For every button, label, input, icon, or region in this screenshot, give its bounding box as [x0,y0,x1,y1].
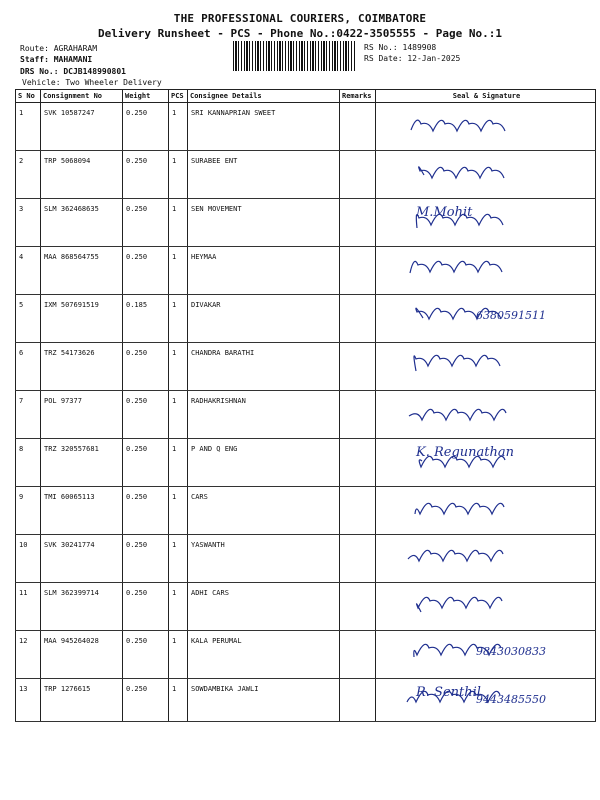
col-header-consignment: Consignment No [41,90,123,103]
row-weight: 0.250 [123,487,169,535]
row-weight: 0.250 [123,103,169,151]
row-weight: 0.250 [123,247,169,295]
row-remarks [340,247,376,295]
table-header-row [16,90,596,103]
row-consignee: SURABEE ENT [188,151,340,199]
row-weight: 0.250 [123,583,169,631]
row-pcs: 1 [169,679,188,722]
row-remarks [340,631,376,679]
handwritten-signature [396,345,596,383]
handwritten-phone: 9843030833 [476,645,546,658]
table-row [16,151,596,199]
row-consignee: KALA PERUMAL [188,631,340,679]
handwritten-signature [396,537,596,575]
row-sno: 5 [16,295,41,343]
row-remarks [340,343,376,391]
row-pcs: 1 [169,487,188,535]
row-sno: 1 [16,103,41,151]
row-consignment-no: TMI 60065113 [41,487,123,535]
row-signature-cell [376,583,596,631]
row-consignment-no: TRZ 320557681 [41,439,123,487]
col-header-consignee: Consignee Details [188,90,340,103]
row-pcs: 1 [169,391,188,439]
signature-text: K. Regunathan [416,445,514,460]
row-sno: 9 [16,487,41,535]
row-sno: 6 [16,343,41,391]
table-row [16,583,596,631]
row-consignment-no: TRZ 54173626 [41,343,123,391]
row-consignment-no: IXM 507691519 [41,295,123,343]
row-weight: 0.250 [123,631,169,679]
row-consignment-no: SVK 10587247 [41,103,123,151]
barcode [233,41,355,71]
col-header-remarks: Remarks [340,90,376,103]
handwritten-signature [396,249,596,287]
row-pcs: 1 [169,151,188,199]
row-remarks [340,199,376,247]
handwritten-signature [396,105,596,143]
row-signature-cell [376,391,596,439]
row-consignee: DIVAKAR [188,295,340,343]
handwritten-phone: 9443485550 [476,693,546,706]
row-consignee: SRI KANNAPRIAN SWEET [188,103,340,151]
row-remarks [340,439,376,487]
row-consignment-no: POL 97377 [41,391,123,439]
row-signature-cell [376,487,596,535]
row-sno: 3 [16,199,41,247]
row-sno: 10 [16,535,41,583]
signature-text: M.Mohit [416,205,473,220]
row-signature-cell [376,247,596,295]
table-row [16,439,596,487]
row-consignee: SEN MOVEMENT [188,199,340,247]
row-remarks [340,535,376,583]
row-weight: 0.185 [123,295,169,343]
runsheet-table [15,89,596,722]
table-row [16,631,596,679]
table-row [16,295,596,343]
row-remarks [340,583,376,631]
row-signature-cell [376,199,596,247]
company-title: THE PROFESSIONAL COURIERS, COIMBATORE [173,12,427,25]
row-consignee: CHANDRA BARATHI [188,343,340,391]
row-weight: 0.250 [123,439,169,487]
route-label: Route: AGRAHARAM [20,44,98,53]
row-consignee: P AND Q ENG [188,439,340,487]
row-consignee: SOWDAMBIKA JAWLI [188,679,340,722]
col-header-pcs: PCS [169,90,188,103]
row-weight: 0.250 [123,679,169,722]
row-consignee: HEYMAA [188,247,340,295]
rs-number: RS No.: 1489908 [364,43,437,52]
row-consignee: YASWANTH [188,535,340,583]
staff-label: Staff: MAHAMANI [20,55,93,64]
table-row [16,487,596,535]
row-pcs: 1 [169,343,188,391]
row-pcs: 1 [169,103,188,151]
row-consignment-no: MAA 868564755 [41,247,123,295]
row-remarks [340,151,376,199]
runsheet-subtitle: Delivery Runsheet - PCS - Phone No.:0422-3505555 - Page No.:1 [98,27,502,40]
row-remarks [340,391,376,439]
row-consignee: ADHI CARS [188,583,340,631]
row-signature-cell [376,343,596,391]
row-consignment-no: TRP 1276615 [41,679,123,722]
handwritten-phone: 6380591511 [476,309,546,322]
col-header-signature: Seal & Signature [376,90,596,103]
row-remarks [340,679,376,722]
row-remarks [340,295,376,343]
row-signature-cell [376,103,596,151]
row-consignee: CARS [188,487,340,535]
row-consignment-no: SLM 362468635 [41,199,123,247]
row-sno: 4 [16,247,41,295]
row-consignment-no: SVK 30241774 [41,535,123,583]
row-pcs: 1 [169,535,188,583]
row-weight: 0.250 [123,151,169,199]
row-signature-cell [376,535,596,583]
row-weight: 0.250 [123,535,169,583]
row-sno: 7 [16,391,41,439]
row-weight: 0.250 [123,391,169,439]
row-signature-cell [376,439,596,487]
row-signature-cell [376,151,596,199]
row-sno: 8 [16,439,41,487]
row-sno: 13 [16,679,41,722]
handwritten-signature [396,153,596,191]
row-signature-cell [376,295,596,343]
row-sno: 2 [16,151,41,199]
table-row [16,103,596,151]
table-row [16,343,596,391]
rs-date: RS Date: 12-Jan-2025 [364,54,461,63]
row-pcs: 1 [169,247,188,295]
drs-number: DRS No.: DCJB148990801 [20,67,126,76]
row-pcs: 1 [169,439,188,487]
handwritten-signature [396,489,596,527]
row-weight: 0.250 [123,199,169,247]
vehicle-label: Vehicle: Two Wheeler Delivery [22,78,162,87]
row-pcs: 1 [169,199,188,247]
handwritten-signature [396,585,596,623]
row-sno: 11 [16,583,41,631]
row-remarks [340,103,376,151]
table-row [16,391,596,439]
row-signature-cell [376,631,596,679]
row-pcs: 1 [169,295,188,343]
table-row [16,535,596,583]
col-header-weight: Weight [123,90,169,103]
table-row [16,199,596,247]
table-row [16,679,596,722]
row-pcs: 1 [169,631,188,679]
handwritten-signature [396,393,596,431]
table-row [16,247,596,295]
row-pcs: 1 [169,583,188,631]
row-consignment-no: SLM 362399714 [41,583,123,631]
row-consignment-no: TRP 5068094 [41,151,123,199]
signature-text: R. Senthil [416,685,481,700]
row-weight: 0.250 [123,343,169,391]
row-consignee: RADHAKRISHNAN [188,391,340,439]
row-signature-cell [376,679,596,722]
row-sno: 12 [16,631,41,679]
col-header-sno: S No [16,90,41,103]
row-remarks [340,487,376,535]
row-consignment-no: MAA 945264028 [41,631,123,679]
